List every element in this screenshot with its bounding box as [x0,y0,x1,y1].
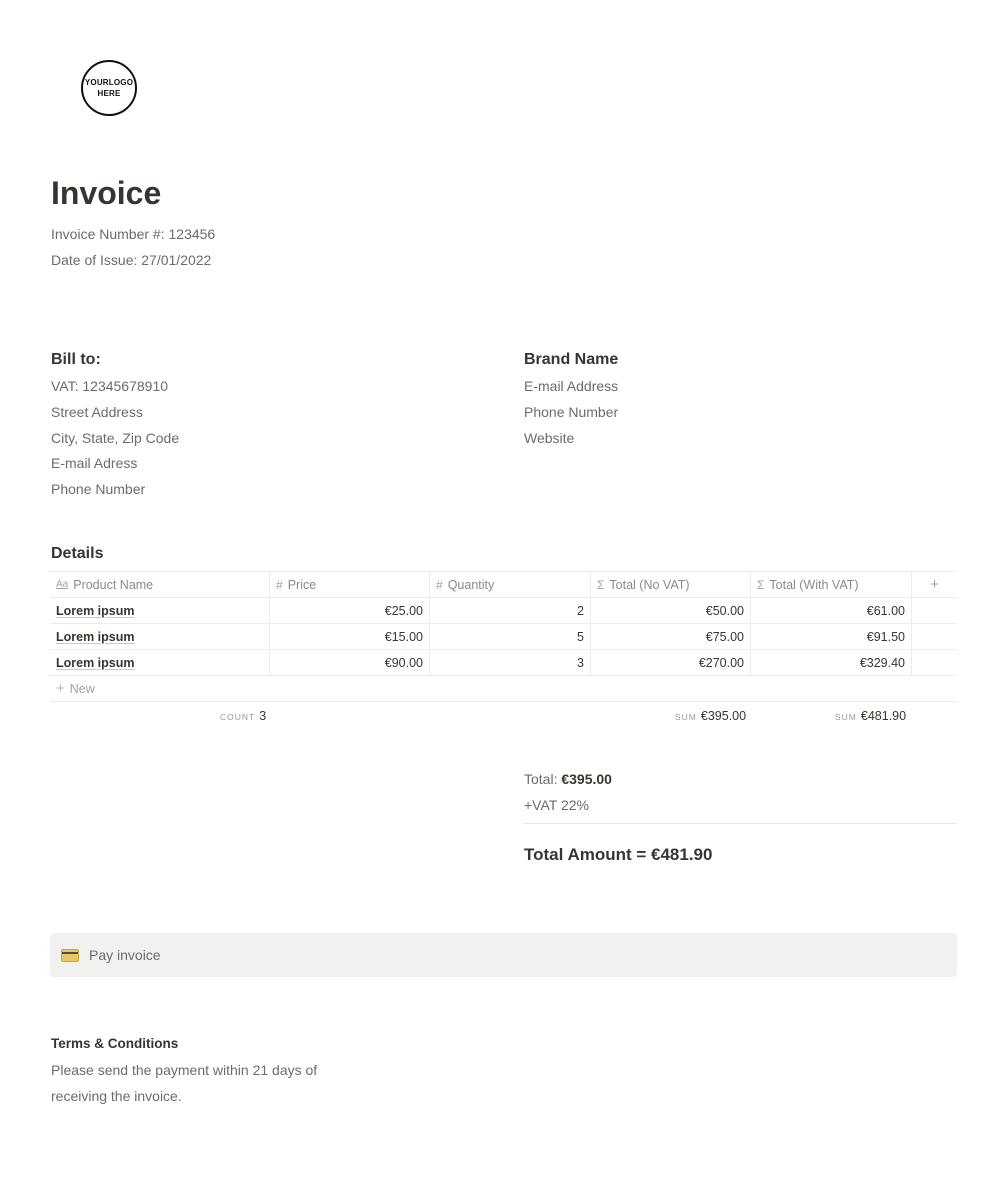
add-property-button[interactable] [912,572,957,597]
bill-to-email: E-mail Adress [51,455,138,471]
logo-text-line-2: HERE [97,89,121,98]
total-with-vat-cell[interactable]: €91.50 [751,624,912,649]
summary-total [524,771,612,787]
terms-heading: Terms & Conditions [51,1036,179,1051]
number-property-icon: # [436,577,443,592]
count-value: 3 [259,709,267,723]
bill-to-phone: Phone Number [51,481,146,497]
product-name-cell[interactable]: Lorem ipsum [56,603,135,618]
summary-total-label: Total: [524,771,562,787]
terms-line-2: receiving the invoice. [51,1088,182,1104]
plus-icon: + [56,680,65,697]
pay-invoice-button[interactable] [50,933,957,977]
column-header-product-name[interactable] [50,572,270,597]
table-row[interactable] [50,650,957,676]
total-no-vat-cell[interactable]: €50.00 [591,598,751,623]
total-amount: Total Amount = €481.90 [524,845,713,864]
brand-heading: Brand Name [524,351,619,368]
quantity-cell[interactable]: 5 [430,624,591,649]
quantity-cell[interactable]: 2 [430,598,591,623]
bill-to-street: Street Address [51,404,143,420]
summary-vat: +VAT 22% [524,797,589,813]
column-header-label: Quantity [447,577,495,592]
column-header-label: Product Name [73,577,154,592]
invoice-number: Invoice Number #: 123456 [51,226,216,242]
count-label: COUNT [220,712,256,722]
empty-cell [912,650,957,675]
table-header-row [50,571,957,598]
product-name-cell[interactable]: Lorem ipsum [56,629,135,644]
bill-to-heading: Bill to: [51,351,101,368]
column-header-price[interactable] [270,572,430,597]
summary-total-value: €395.00 [561,771,612,787]
sum-total-no-vat[interactable] [675,709,746,723]
table-row[interactable] [50,598,957,624]
pay-invoice-label: Pay invoice [89,947,161,963]
formula-icon: Σ [597,577,605,592]
details-heading: Details [51,545,104,562]
calculation-row [50,702,957,730]
bill-to-city: City, State, Zip Code [51,430,180,446]
divider [523,823,957,824]
sum-value: €481.90 [860,709,907,723]
terms-line-1: Please send the payment within 21 days of [51,1062,318,1078]
count-calculation[interactable] [220,709,266,723]
empty-cell [912,598,957,623]
total-no-vat-cell[interactable]: €75.00 [591,624,751,649]
total-no-vat-cell[interactable]: €270.00 [591,650,751,675]
sum-total-with-vat[interactable] [835,709,906,723]
column-header-label: Price [287,577,317,592]
sum-value: €395.00 [700,709,747,723]
column-header-label: Total (With VAT) [769,577,859,592]
issue-date: Date of Issue: 27/01/2022 [51,252,212,268]
table-row[interactable] [50,624,957,650]
text-property-icon: Aa [56,579,69,590]
total-with-vat-cell[interactable]: €329.40 [751,650,912,675]
total-with-vat-cell[interactable]: €61.00 [751,598,912,623]
logo-placeholder [81,60,137,116]
price-cell[interactable]: €90.00 [270,650,430,675]
quantity-cell[interactable]: 3 [430,650,591,675]
plus-icon: + [930,576,939,593]
column-header-total-with-vat[interactable] [751,572,912,597]
column-header-quantity[interactable] [430,572,591,597]
empty-cell [912,624,957,649]
page-title: Invoice [51,175,162,211]
column-header-label: Total (No VAT) [609,577,690,592]
brand-phone: Phone Number [524,404,619,420]
column-header-total-no-vat[interactable] [591,572,751,597]
brand-email: E-mail Address [524,378,619,394]
price-cell[interactable]: €25.00 [270,598,430,623]
details-table [50,571,957,730]
new-row-button[interactable] [50,676,957,702]
bill-to-vat: VAT: 12345678910 [51,378,169,394]
price-cell[interactable]: €15.00 [270,624,430,649]
sum-label: SUM [675,712,697,722]
credit-card-icon [61,949,79,962]
new-row-label: New [69,681,95,696]
sum-label: SUM [835,712,857,722]
brand-website: Website [524,430,575,446]
number-property-icon: # [276,577,283,592]
product-name-cell[interactable]: Lorem ipsum [56,655,135,670]
formula-icon: Σ [757,577,765,592]
logo-text-line-1: YOURLOGO [84,78,134,87]
